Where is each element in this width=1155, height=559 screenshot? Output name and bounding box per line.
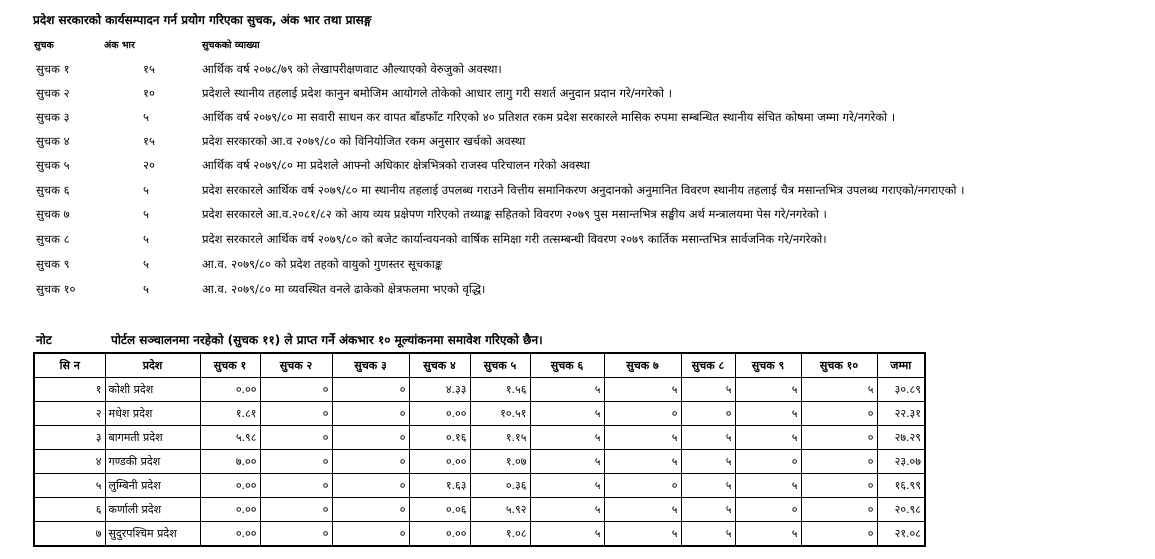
table-cell: ५	[530, 474, 604, 498]
table-cell: ५	[681, 378, 735, 402]
total-cell: २१.०८	[877, 522, 925, 547]
indicator-label: सुचक ५	[36, 158, 70, 172]
table-cell: ०	[260, 474, 332, 498]
indicator-row	[0, 86, 1155, 110]
table-row	[34, 402, 925, 426]
column-header: सुचक २	[260, 353, 332, 378]
province-name-cell: कर्णाली प्रदेश	[105, 498, 200, 522]
note-label: नोट	[36, 333, 52, 347]
indicator-label: सुचक १	[36, 62, 70, 76]
table-cell: ५	[681, 426, 735, 450]
indicator-row	[0, 134, 1155, 158]
province-name-cell: सुदुरपश्चिम प्रदेश	[105, 522, 200, 547]
column-header: सुचक ७	[604, 353, 681, 378]
table-cell: ०	[801, 498, 877, 522]
table-cell: १.५६	[470, 378, 530, 402]
table-cell: ५	[735, 522, 801, 547]
indicator-row	[0, 257, 1155, 281]
indicator-description: प्रदेश सरकारले आर्थिक वर्ष २०७९/८० को बजेट कार्यान्वयनको वार्षिक समिक्षा गरी तत्सम्बन्धी विवरण २०७९ कार्तिक मसान्तभित्र सार्वजनिक गरे/नगरेको।	[202, 232, 827, 246]
indicator-description: आर्थिक वर्ष २०७९/८० मा प्रदेशले आफ्नो अधिकार क्षेत्रभित्रको राजस्व परिचालन गरेको अवस्था	[202, 158, 590, 172]
table-cell: ०	[801, 402, 877, 426]
table-cell: ५	[530, 426, 604, 450]
table-cell: ०.१६	[409, 426, 470, 450]
total-cell: ३०.८९	[877, 378, 925, 402]
table-row	[34, 474, 925, 498]
indicator-weight: १५	[143, 134, 155, 148]
table-cell: ०	[332, 498, 409, 522]
table-cell: ०.००	[409, 450, 470, 474]
table-cell: ५	[604, 378, 681, 402]
indicator-column-header: सुचक	[34, 40, 54, 51]
province-name-cell: लुम्बिनी प्रदेश	[105, 474, 200, 498]
indicator-description: आ.व. २०७९/८० मा व्यवस्थित वनले ढाकेको क्षेत्रफलमा भएको वृद्धि।	[202, 282, 486, 296]
column-header: सुचक ६	[530, 353, 604, 378]
indicator-label: सुचक २	[36, 86, 70, 100]
indicator-weight: २०	[143, 158, 155, 172]
table-cell: ०	[332, 426, 409, 450]
weight-column-header: अंक भार	[104, 40, 135, 51]
indicator-description: प्रदेशले स्थानीय तहलाई प्रदेश कानुन बमोजिम आयोगले तोकेको आधार लागु गरी सशर्त अनुदान प्रदान गरे/नगरेको ।	[202, 86, 672, 100]
table-cell: ०	[735, 450, 801, 474]
column-header: सुचक ९	[735, 353, 801, 378]
indicator-row	[0, 282, 1155, 306]
total-cell: २२.३१	[877, 402, 925, 426]
table-cell: ५	[604, 450, 681, 474]
table-cell: ४.३३	[409, 378, 470, 402]
table-cell: ०	[332, 522, 409, 547]
indicator-row	[0, 207, 1155, 231]
indicator-label: सुचक ८	[36, 232, 70, 246]
indicator-weight: ५	[143, 110, 149, 124]
column-header: सि न	[34, 353, 105, 378]
table-cell: ५	[681, 474, 735, 498]
table-cell: ५	[604, 426, 681, 450]
table-cell: ०	[260, 426, 332, 450]
document-title: प्रदेश सरकारको कार्यसम्पादन गर्न प्रयोग गरिएका सुचक, अंक भार तथा प्रासङ्ग	[33, 13, 372, 27]
table-cell: १०.५१	[470, 402, 530, 426]
table-cell: ०	[260, 522, 332, 547]
table-cell: १.६३	[409, 474, 470, 498]
indicator-label: सुचक १०	[36, 282, 76, 296]
province-name-cell: कोशी प्रदेश	[105, 378, 200, 402]
table-cell: ०.३६	[470, 474, 530, 498]
description-column-header: सुचकको व्याख्या	[202, 40, 260, 51]
indicator-weight: ५	[143, 282, 149, 296]
table-cell: ६	[34, 498, 105, 522]
table-cell: ५	[530, 522, 604, 547]
table-cell: ०	[604, 402, 681, 426]
table-cell: ५.९२	[470, 498, 530, 522]
column-header: सुचक १	[200, 353, 260, 378]
table-cell: ०	[801, 522, 877, 547]
table-cell: ०	[801, 474, 877, 498]
table-cell: १.०७	[470, 450, 530, 474]
column-header: जम्मा	[877, 353, 925, 378]
table-cell: ०	[260, 498, 332, 522]
column-header: प्रदेश	[105, 353, 200, 378]
indicator-weight: ५	[143, 257, 149, 271]
table-cell: ०	[735, 498, 801, 522]
column-header: सुचक ४	[409, 353, 470, 378]
table-cell: ५	[34, 474, 105, 498]
column-header: सुचक ८	[681, 353, 735, 378]
table-cell: ७.००	[200, 450, 260, 474]
column-header: सुचक ५	[470, 353, 530, 378]
table-cell: ०.०६	[409, 498, 470, 522]
table-cell: ५	[530, 498, 604, 522]
indicator-weight: १०	[143, 86, 155, 100]
indicator-weight: ५	[143, 183, 149, 197]
table-cell: ५	[604, 498, 681, 522]
table-cell: १.०८	[470, 522, 530, 547]
indicator-description: आर्थिक वर्ष २०७८/७९ को लेखापरीक्षणवाट औल्याएको वेरुजुको अवस्था।	[202, 62, 502, 76]
column-header: सुचक ३	[332, 353, 409, 378]
table-cell: ०.००	[200, 378, 260, 402]
table-cell: ०	[801, 426, 877, 450]
table-row	[34, 426, 925, 450]
indicator-description: प्रदेश सरकारले आ.व.२०८१/८२ को आय व्यय प्रक्षेपण गरिएको तथ्याङ्क सहितको विवरण २०७९ पुस मसान्तभित्र सङ्घीय अर्थ मन्त्रालयमा पेस गरे/नगरेको ।	[202, 207, 827, 221]
indicator-label: सुचक ६	[36, 183, 70, 197]
table-cell: ५	[801, 378, 877, 402]
table-cell: ५	[681, 522, 735, 547]
table-cell: ७	[34, 522, 105, 547]
total-cell: २३.०७	[877, 450, 925, 474]
table-cell: ५	[530, 378, 604, 402]
table-cell: ०	[260, 378, 332, 402]
table-cell: ५	[604, 522, 681, 547]
table-cell: ०	[332, 450, 409, 474]
table-row	[34, 450, 925, 474]
total-cell: २०.९८	[877, 498, 925, 522]
indicator-row	[0, 232, 1155, 256]
table-cell: ३	[34, 426, 105, 450]
table-cell: ०	[260, 402, 332, 426]
total-cell: १६.९९	[877, 474, 925, 498]
province-score-table	[33, 352, 926, 547]
table-cell: ५	[735, 402, 801, 426]
indicator-weight: १५	[143, 62, 155, 76]
table-cell: ५	[530, 402, 604, 426]
table-cell: ०.००	[200, 474, 260, 498]
indicator-label: सुचक ४	[36, 134, 70, 148]
table-cell: १.८१	[200, 402, 260, 426]
column-header: सुचक १०	[801, 353, 877, 378]
indicator-description: प्रदेश सरकारको आ.व २०७९/८० को विनियोजित रकम अनुसार खर्चको अवस्था	[202, 134, 526, 148]
indicator-row	[0, 110, 1155, 134]
indicator-description: आर्थिक वर्ष २०७९/८० मा सवारी साधन कर वापत बाँडफाँट गरिएको ४० प्रतिशत रकम प्रदेश सरकारले मासिक रुपमा सम्बन्धित स्थानीय संचित कोषमा जम्मा गरे/नगरेको ।	[202, 110, 896, 124]
province-name-cell: बागमती प्रदेश	[105, 426, 200, 450]
table-cell: ०	[681, 402, 735, 426]
total-cell: २७.२९	[877, 426, 925, 450]
table-cell: ४	[34, 450, 105, 474]
table-cell: ५	[735, 474, 801, 498]
indicator-row	[0, 62, 1155, 86]
table-cell: ०.००	[200, 498, 260, 522]
indicator-label: सुचक ९	[36, 257, 70, 271]
table-cell: ५	[530, 450, 604, 474]
table-row	[34, 378, 925, 402]
table-cell: ०	[332, 474, 409, 498]
table-row	[34, 498, 925, 522]
table-header-row	[34, 353, 925, 378]
indicator-row	[0, 158, 1155, 182]
province-name-cell: मधेश प्रदेश	[105, 402, 200, 426]
table-cell: ०.००	[409, 522, 470, 547]
indicator-weight: ५	[143, 207, 149, 221]
table-cell: ५	[735, 378, 801, 402]
table-cell: ०.००	[409, 402, 470, 426]
indicator-description: प्रदेश सरकारले आर्थिक वर्ष २०७९/८० मा स्थानीय तहलाई उपलब्ध गराउने वित्तीय समानिकरण अनुदानको अनुमानित विवरण स्थानीय तहलाई चैत्र मसान्तभित्र उपलब्ध गराएको/नगराएको ।	[202, 183, 965, 197]
note-text: पोर्टल सञ्चालनमा नरहेको (सुचक ११) ले प्राप्त गर्ने अंकभार १० मूल्यांकनमा समावेश गरिएको छैन।	[111, 333, 543, 347]
table-cell: ५	[681, 498, 735, 522]
table-row	[34, 522, 925, 547]
indicator-description: आ.व. २०७९/८० को प्रदेश तहको वायुको गुणस्तर सूचकाङ्क	[202, 257, 443, 271]
indicator-weight: ५	[143, 232, 149, 246]
indicator-label: सुचक ७	[36, 207, 70, 221]
table-cell: ०	[801, 450, 877, 474]
table-cell: ५	[681, 450, 735, 474]
table-cell: ०	[260, 450, 332, 474]
indicator-row	[0, 183, 1155, 207]
indicator-label: सुचक ३	[36, 110, 70, 124]
table-cell: ०	[332, 402, 409, 426]
table-cell: ०.००	[200, 522, 260, 547]
table-cell: ०	[332, 378, 409, 402]
province-name-cell: गण्डकी प्रदेश	[105, 450, 200, 474]
table-cell: १	[34, 378, 105, 402]
table-cell: ५	[735, 426, 801, 450]
table-cell: २	[34, 402, 105, 426]
table-cell: १.१५	[470, 426, 530, 450]
table-cell: ५.९८	[200, 426, 260, 450]
table-cell: ०	[604, 474, 681, 498]
